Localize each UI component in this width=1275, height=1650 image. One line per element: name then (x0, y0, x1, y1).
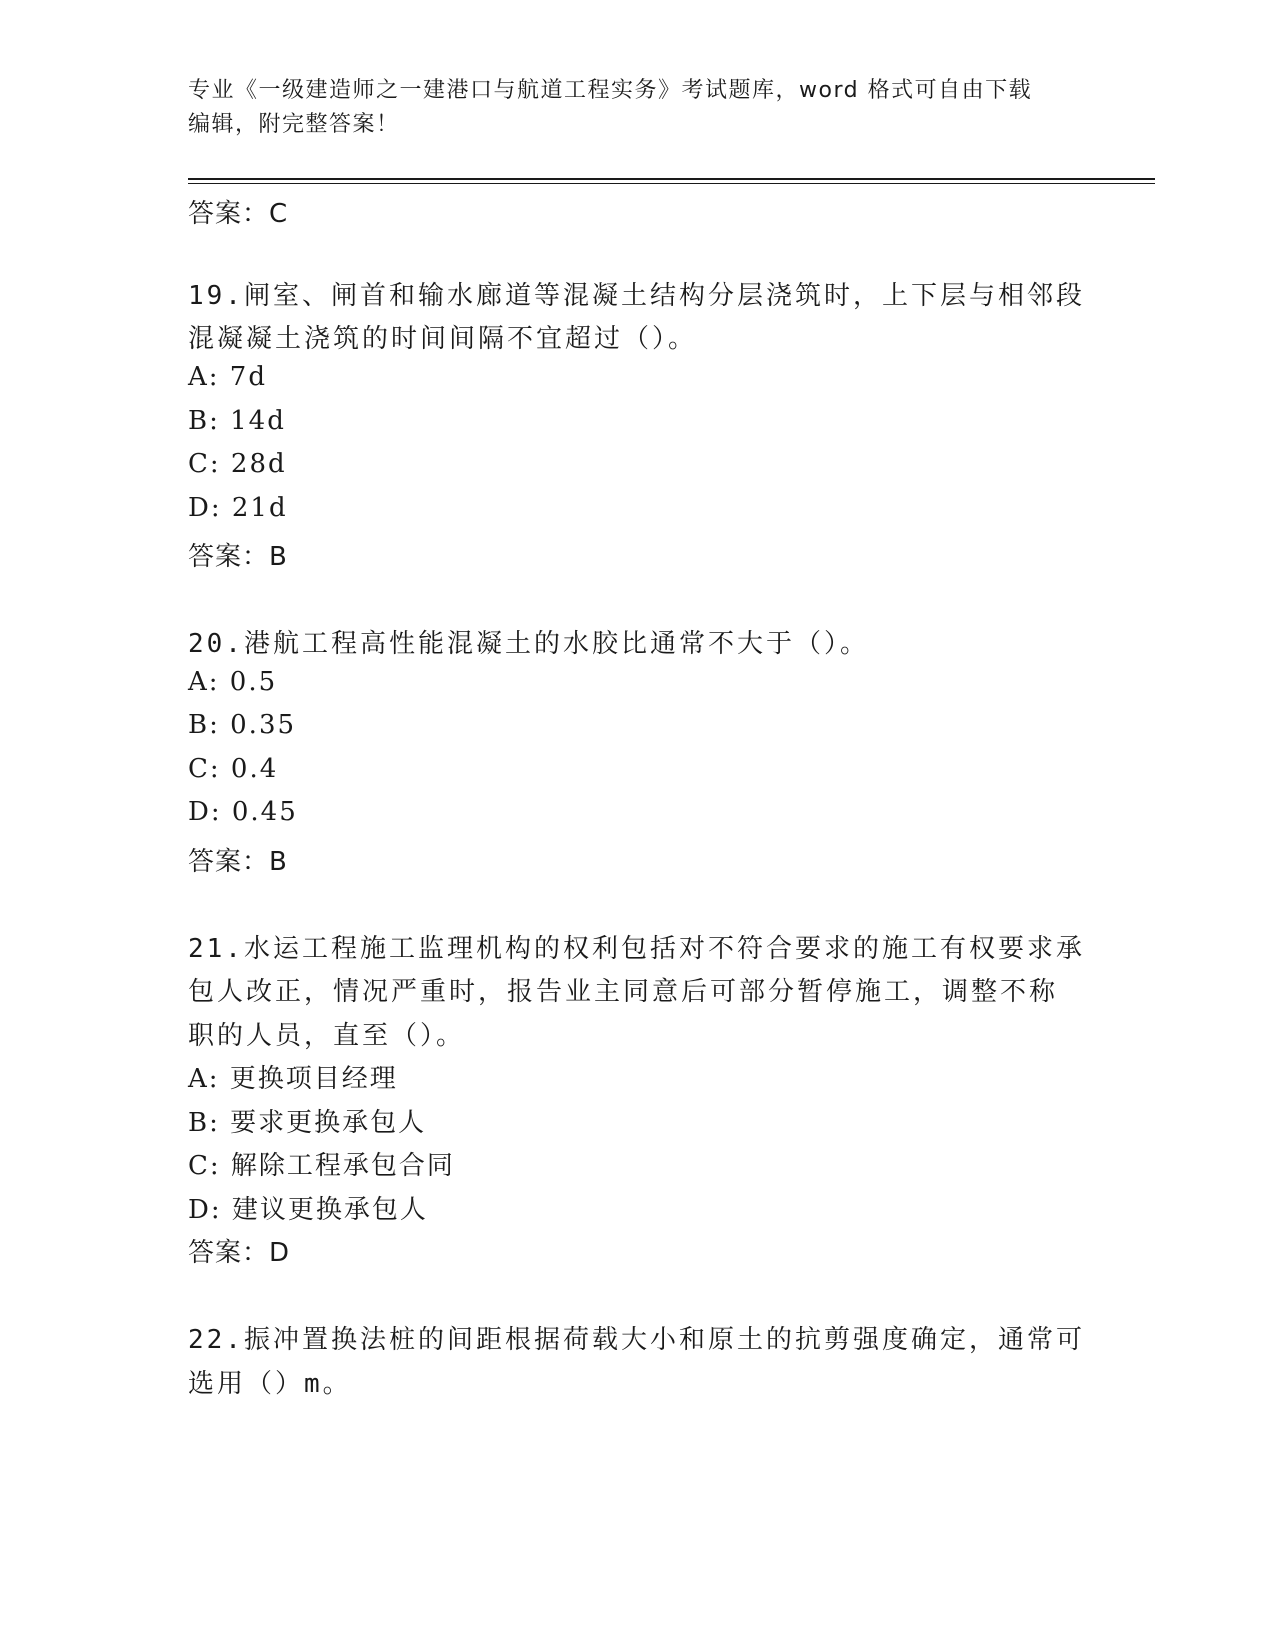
question-21-stem-line-1: 21.水运工程施工监理机构的权利包括对不符合要求的施工有权要求承 (188, 934, 1085, 964)
question-20-option-d: D: 0.45 (188, 797, 298, 827)
question-22-stem-line-2: 选用（）m。 (188, 1369, 352, 1399)
question-20-answer: 答案：B (188, 847, 288, 877)
question-21-answer: 答案：D (188, 1238, 291, 1268)
question-21-stem-line-3: 职的人员，直至（）。 (188, 1021, 466, 1051)
question-19-option-c: C: 28d (188, 449, 287, 479)
question-19-option-a: A: 7d (188, 362, 267, 392)
question-22-stem-line-1: 22.振冲置换法桩的间距根据荷载大小和原土的抗剪强度确定，通常可 (188, 1325, 1085, 1355)
question-21-option-c: C: 解除工程承包合同 (188, 1151, 455, 1181)
header-divider-thin (188, 183, 1155, 184)
question-21-option-d: D: 建议更换承包人 (188, 1195, 428, 1225)
question-19-answer: 答案：B (188, 542, 288, 572)
document-header (188, 74, 1068, 142)
question-19-option-d: D: 21d (188, 493, 288, 523)
question-19-stem-line-2: 混凝凝土浇筑的时间间隔不宜超过（）。 (188, 324, 698, 354)
header-line-2: 编辑，附完整答案！ (188, 112, 400, 137)
answer-prev: 答案：C (188, 199, 289, 229)
question-21-option-a: A: 更换项目经理 (188, 1064, 398, 1094)
question-20-option-b: B: 0.35 (188, 710, 297, 740)
question-21-option-b: B: 要求更换承包人 (188, 1108, 427, 1138)
question-20-option-a: A: 0.5 (188, 667, 278, 697)
question-21-stem-line-2: 包人改正，情况严重时，报告业主同意后可部分暂停施工，调整不称 (188, 977, 1059, 1007)
question-20-stem-line-1: 20.港航工程高性能混凝土的水胶比通常不大于（）。 (188, 629, 869, 659)
header-line-1: 专业《一级建造师之一建港口与航道工程实务》考试题库，word 格式可自由下载 (188, 78, 1033, 103)
question-20-option-c: C: 0.4 (188, 754, 279, 784)
question-19-stem-line-1: 19.闸室、闸首和输水廊道等混凝土结构分层浇筑时，上下层与相邻段 (188, 281, 1085, 311)
header-divider-thick (188, 178, 1155, 180)
question-19-option-b: B: 14d (188, 406, 286, 436)
